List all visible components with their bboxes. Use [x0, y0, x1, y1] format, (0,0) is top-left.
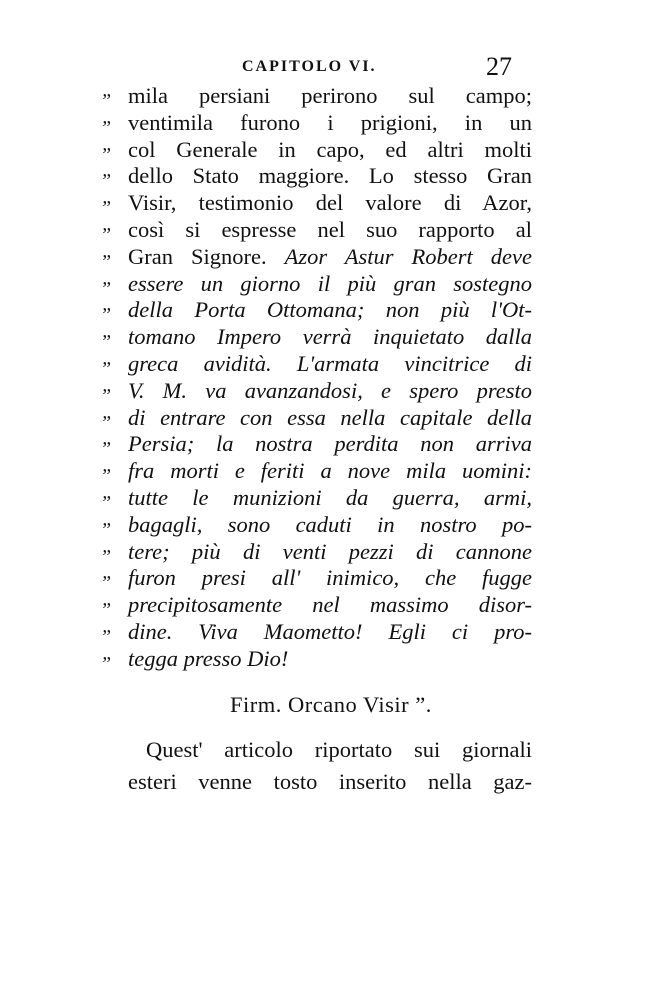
line-text: tutte le munizioni da guerra, armi, — [128, 484, 532, 510]
quote-mark: ” — [100, 411, 112, 434]
quote-mark: ” — [100, 438, 112, 461]
paragraph-text: esteri venne tosto inserito nella gaz- — [128, 769, 532, 794]
line-text: dello Stato maggiore. Lo stesso Gran — [128, 163, 532, 189]
quote-mark: ” — [100, 599, 112, 622]
quote-line — [0, 377, 650, 407]
paragraph-line — [0, 736, 650, 768]
line-text: col Generale in capo, ed altri molti — [128, 136, 532, 162]
quote-mark: ” — [100, 170, 112, 193]
quote-line — [0, 350, 650, 380]
quote-mark: ” — [100, 625, 112, 648]
quote-line — [0, 591, 650, 622]
quote-mark: ” — [100, 90, 112, 112]
line-text: bagagli, sono caduti in nostro po- — [128, 511, 532, 537]
quoted-report — [0, 82, 650, 675]
line-text: essere un giorno il più gran sostegno — [128, 270, 532, 296]
quote-mark: ” — [100, 465, 112, 488]
body-paragraph — [0, 736, 650, 800]
chapter-title: CAPITOLO VI. — [242, 58, 377, 75]
quote-line — [0, 538, 650, 568]
quote-line — [0, 323, 650, 354]
quote-line — [0, 189, 650, 220]
paragraph-text: Quest' articolo riportato sui giornali — [146, 737, 532, 762]
quote-line — [0, 404, 650, 434]
quote-line — [0, 618, 650, 648]
quote-mark: ” — [100, 331, 112, 354]
quote-mark: ” — [100, 357, 112, 380]
quote-line — [0, 82, 650, 112]
quote-line — [0, 270, 650, 300]
line-text: tomano Impero verrà inquietato dalla — [128, 324, 532, 350]
paragraph-line — [0, 768, 650, 800]
quote-mark: ” — [100, 277, 112, 300]
quote-mark: ” — [100, 250, 112, 273]
line-text: tere; più di venti pezzi di cannone — [128, 538, 532, 564]
signature-line — [0, 692, 650, 722]
line-text: furon presi all' inimico, che fugge — [128, 565, 532, 591]
quote-line — [0, 457, 650, 488]
quote-line — [0, 430, 650, 461]
quote-mark: ” — [100, 116, 112, 139]
line-text: ventimila furono i prigioni, in un — [128, 109, 532, 135]
quote-line — [0, 109, 650, 139]
line-text: fra morti e feriti a nove mila uomini: — [128, 458, 532, 484]
line-text: greca avidità. L'armata vincitrice di — [128, 350, 532, 376]
line-text: dine. Viva Maometto! Egli ci pro- — [128, 618, 532, 644]
quote-mark: ” — [100, 223, 112, 246]
line-text: di entrare con essa nella capitale della — [128, 404, 532, 430]
page-number: 27 — [486, 52, 512, 81]
signature-text: Firm. Orcano Visir ”. — [230, 692, 432, 717]
line-text: precipitosamente nel massimo disor- — [128, 592, 532, 618]
quote-mark: ” — [100, 197, 112, 220]
quote-mark: ” — [100, 545, 112, 568]
quote-line — [0, 511, 650, 541]
line-text-roman: Gran Signore. — [128, 243, 285, 269]
quote-line — [0, 162, 650, 193]
line-text — [128, 243, 532, 270]
line-text: Visir, testimonio del valore di Azor, — [128, 190, 532, 216]
line-text: così si espresse nel suo rapporto al — [128, 216, 532, 242]
quote-line — [0, 216, 650, 246]
quote-mark: ” — [100, 652, 112, 675]
quote-line — [0, 484, 650, 514]
running-header — [0, 52, 650, 82]
quote-mark: ” — [100, 304, 112, 327]
quote-line — [0, 564, 650, 595]
quote-mark: ” — [100, 143, 112, 166]
line-text: mila persiani perirono sul campo; — [128, 83, 532, 108]
quote-mark: ” — [100, 572, 112, 595]
line-text: V. M. va avanzandosi, e spero presto — [128, 377, 532, 403]
quote-line — [0, 136, 650, 166]
quote-line — [0, 243, 650, 273]
line-text: della Porta Ottomana; non più l'Ot- — [128, 297, 532, 323]
line-text: Persia; la nostra perdita non arriva — [128, 431, 532, 457]
quote-mark: ” — [100, 518, 112, 541]
quote-mark: ” — [100, 384, 112, 407]
line-text: tegga presso Dio! — [128, 645, 289, 671]
quote-line — [0, 296, 650, 327]
quote-mark: ” — [100, 491, 112, 514]
line-text-italic: Azor Astur Robert deve — [284, 243, 532, 269]
quote-line — [0, 645, 650, 675]
